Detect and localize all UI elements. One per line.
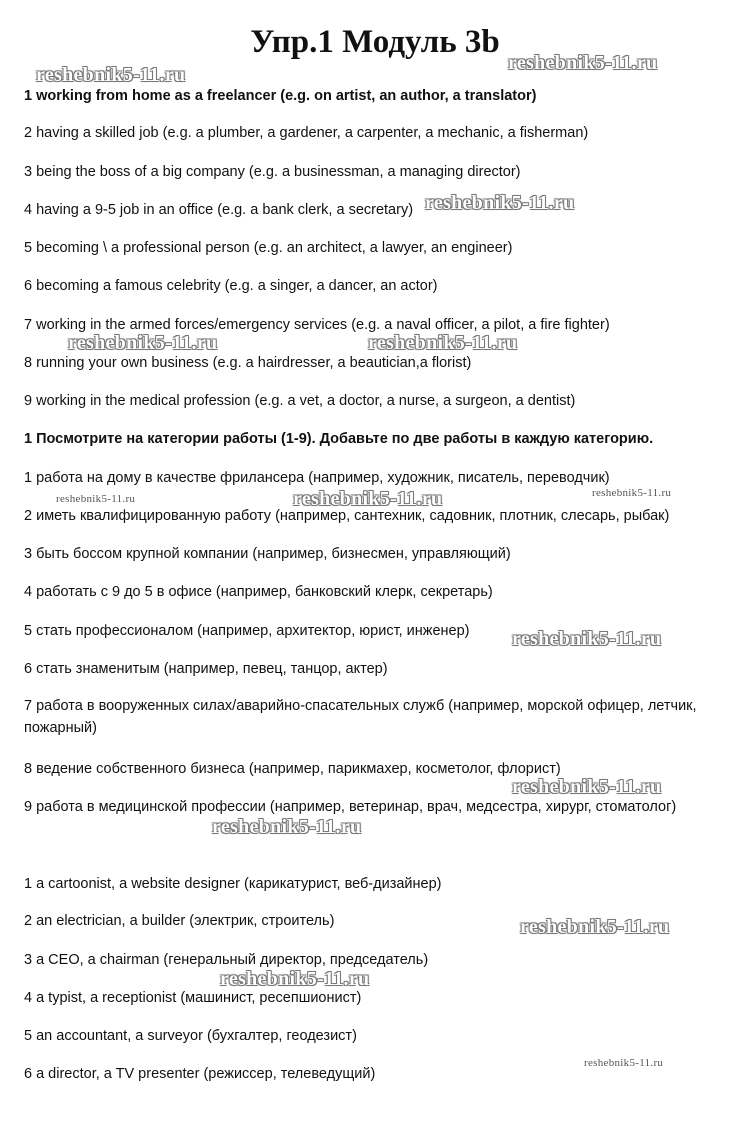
english-category: 5 becoming \ a professional person (e.g. an architect, a lawyer, an engineer) — [24, 240, 513, 256]
russian-category: 4 работать с 9 до 5 в офисе (например, банковский клерк, секретарь) — [24, 584, 493, 600]
watermark: reshebnik5-11.ru — [512, 776, 662, 798]
answer-item: 4 a typist, a receptionist (машинист, ресепшионист) — [24, 990, 362, 1006]
task-heading: 1 Посмотрите на категории работы (1-9). Добавьте по две работы в каждую категорию. — [24, 431, 654, 447]
watermark: reshebnik5-11.ru — [592, 487, 672, 499]
watermark: reshebnik5-11.ru — [368, 332, 518, 354]
watermark: reshebnik5-11.ru — [212, 816, 362, 838]
answer-item: 1 a cartoonist, a website designer (карикатурист, веб-дизайнер) — [24, 876, 442, 892]
russian-category: 6 стать знаменитым (например, певец, танцор, актер) — [24, 661, 388, 677]
watermark: reshebnik5-11.ru — [425, 192, 575, 214]
english-category: 6 becoming a famous celebrity (e.g. a singer, a dancer, an actor) — [24, 278, 438, 294]
watermark: reshebnik5-11.ru — [293, 488, 443, 510]
english-category: 1 working from home as a freelancer (e.g. on artist, an author, a translator) — [24, 88, 537, 104]
watermark: reshebnik5-11.ru — [584, 1057, 664, 1069]
english-category: 3 being the boss of a big company (e.g. a businessman, a managing director) — [24, 164, 521, 180]
english-category: 9 working in the medical profession (e.g. a vet, a doctor, a nurse, a surgeon, a dentist) — [24, 393, 576, 409]
watermark: reshebnik5-11.ru — [56, 493, 136, 505]
watermark: reshebnik5-11.ru — [68, 332, 218, 354]
answer-item: 3 a CEO, a chairman (генеральный директор, председатель) — [24, 952, 429, 968]
russian-category: 1 работа на дому в качестве фрилансера (например, художник, писатель, переводчик) — [24, 470, 610, 486]
english-category: 7 working in the armed forces/emergency services (e.g. a naval officer, a pilot, a fire fighter) — [24, 317, 610, 333]
russian-category: 5 стать профессионалом (например, архитектор, юрист, инженер) — [24, 623, 470, 639]
watermark: reshebnik5-11.ru — [220, 968, 370, 990]
russian-category: 7 работа в вооруженных силах/аварийно-спасательных служб (например, морской офицер, летчик, пожарный) — [24, 698, 697, 736]
watermark: reshebnik5-11.ru — [36, 64, 186, 86]
english-category: 8 running your own business (e.g. a hairdresser, a beautician,a florist) — [24, 355, 472, 371]
watermark: reshebnik5-11.ru — [512, 628, 662, 650]
watermark: reshebnik5-11.ru — [520, 916, 670, 938]
answer-item: 6 a director, a TV presenter (режиссер, телеведущий) — [24, 1066, 376, 1082]
russian-category: 8 ведение собственного бизнеса (например, парикмахер, косметолог, флорист) — [24, 761, 561, 777]
english-category: 4 having a 9-5 job in an office (e.g. a bank clerk, a secretary) — [24, 202, 414, 218]
watermark: reshebnik5-11.ru — [508, 52, 658, 74]
russian-category: 2 иметь квалифицированную работу (например, сантехник, садовник, плотник, слесарь, рыбак) — [24, 508, 670, 524]
answer-item: 5 an accountant, a surveyor (бухгалтер, геодезист) — [24, 1028, 357, 1044]
russian-category: 9 работа в медицинской профессии (например, ветеринар, врач, медсестра, хирург, стоматолог) — [24, 799, 677, 815]
russian-category: 3 быть боссом крупной компании (например, бизнесмен, управляющий) — [24, 546, 511, 562]
page-title: Упр.1 Модуль 3b — [250, 24, 500, 60]
english-category: 2 having a skilled job (e.g. a plumber, a gardener, a carpenter, a mechanic, a fisherman) — [24, 125, 589, 141]
answer-item: 2 an electrician, a builder (электрик, строитель) — [24, 913, 335, 929]
